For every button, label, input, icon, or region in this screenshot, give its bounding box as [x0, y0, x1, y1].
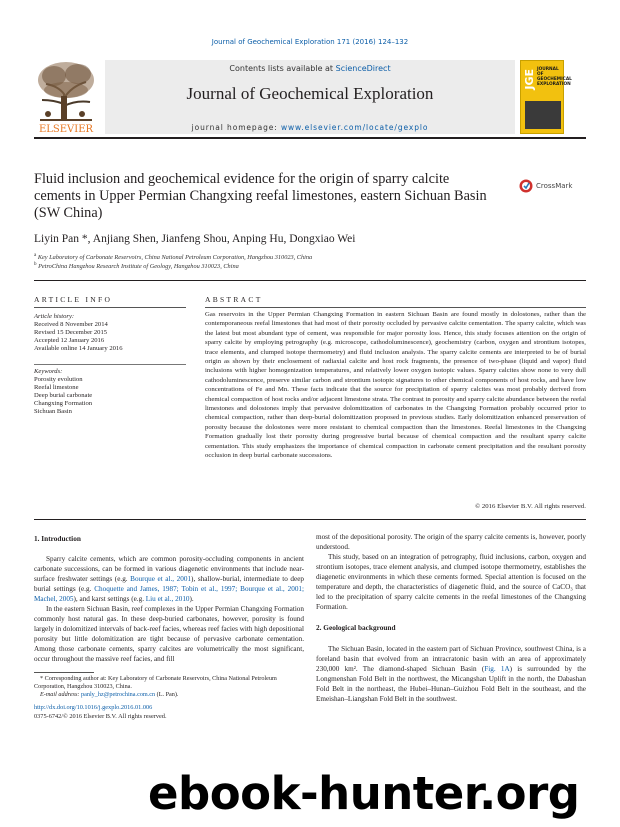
crossmark-icon: [519, 179, 533, 193]
journal-reference-link[interactable]: Journal of Geochemical Exploration 171 (2016) 124–132: [211, 38, 409, 46]
figure-link[interactable]: Fig. 1A: [484, 665, 510, 673]
keyword-item: Changxing Formation: [34, 400, 93, 407]
doi-link[interactable]: http://dx.doi.org/10.1016/j.gexplo.2016.01.006: [34, 704, 153, 711]
title-block-divider: [34, 280, 586, 281]
email-link[interactable]: panly_hz@petrochina.com.cn: [81, 691, 156, 698]
history-label: Article history:: [34, 313, 75, 320]
corresponding-footnote: * Corresponding author at: Key Laboratory of Carbonate Reservoirs, China National Petroleum Corporation, Hangzhou 310023, China.: [34, 675, 277, 690]
body-divider: [34, 519, 586, 520]
contents-line: [105, 64, 515, 73]
affiliation-text: Key Laboratory of Carbonate Reservoirs, China National Petroleum Corporation, Hangzhou 310023, China: [37, 254, 313, 262]
watermark-text: ebook-hunter.org: [148, 767, 580, 820]
header-divider: [34, 137, 586, 139]
keywords-label: Keywords:: [34, 368, 63, 375]
affiliation-a: [34, 253, 534, 261]
elsevier-logo: [34, 56, 98, 136]
email-footnote: E-mail address: panly_hz@petrochina.com.cn (L. Pan).: [40, 691, 179, 698]
email-label: E-mail address:: [40, 691, 82, 698]
keyword-item: Sichuan Basin: [34, 408, 72, 415]
cover-abbrev: JGE: [523, 69, 536, 90]
abstract-text: Gas reservoirs in the Upper Permian Changxing Formation in eastern Sichuan Basin are found mostly in dolostones, rather than the contemporaneous reefal limestones that had most of their porosity occluded by pervasive calcite cementation. The sparry calcite, which was the latest but most abundant type of cement, was responsible for major porosity loss. Hence, this study focuses attention on the origin of sparry calcite by employing petrography (e.g. microscope, cathodoluminescence), geochemistry (carbon, oxygen and strontium isotopes, trace elements, and clumped isotope thermometry) and fluid inclusion analysis. The sparry calcite cements are interpreted to be of burial origin as shown by their enclosement of radiaxial calcite and host rock fragments, the presence of two-phase (liquid and vapor) fluid inclusions with higher homogenization temperatures, and relatively lower oxygen isotopic values. Sparry calcites show none to very dull cathodoluminescence, preserve similar carbon and strontium isotopic signatures to other chemical components of host rocks, and have low concentrations of Fe and Mn. These facts indicate that the source for precipitation of sparry calcites was most probably derived from chemical compaction of host rocks and/or adjacent limestone strata. The contrast in porosity and sparry calcite abundance between the reefal limestones and dolostones imply that pervasive dolomitization of carbonates in the Changxing Formation probably occurred prior to chemical compaction, rather than deep-burial dolomitization proposed in previous studies. Early dolomitization enhanced preservation of porosity because the dolostones were more resistant to chemical compaction than the limestones. Reefal limestones in the Changxing Formation gradually lost their porosity during progressive burial because of chemical compaction and the resultant sparry calcite cementation. This study emphasizes the importance of chemical compaction in carbonate cement precipitation and the resultant porosity occlusion in deep burial carbonate successions.: [205, 311, 586, 460]
author-list: Liyin Pan *, Anjiang Shen, Jianfeng Shou, Anping Hu, Dongxiao Wei: [34, 233, 356, 245]
keyword-item: Deep burial carbonate: [34, 392, 93, 399]
history-accepted: Accepted 12 January 2016: [34, 337, 105, 344]
affiliation-b: [34, 262, 534, 270]
abstract-rule: [205, 307, 586, 308]
issn-line: 0375-6742/© 2016 Elsevier B.V. All rights reserved.: [34, 713, 167, 720]
keywords-rule: [34, 364, 186, 365]
right-paragraph-2: This study, based on an integration of petrography, fluid inclusions, carbon, oxygen and strontium isotopes, trace element analysis, and clumped isotope thermometry, establishes the diagenetic environments in which these cements formed. Special attention is focused on the temperature and depth, the characteristics of diagenetic fluid, and the source of CaCO₃ that led to the precipitation of sparry calcite cements in the reefal limestones of the Changxing Formation.: [316, 553, 586, 611]
elsevier-tree-icon: [34, 56, 98, 136]
left-column: [34, 534, 304, 664]
keyword-item: Porosity evolution: [34, 376, 83, 383]
abstract-copyright: © 2016 Elsevier B.V. All rights reserved.: [475, 503, 586, 510]
cover-title: JOURNAL OF GEOCHEMICAL EXPLORATION: [537, 67, 572, 87]
abstract-heading: ABSTRACT: [205, 295, 263, 304]
affiliation-text: PetroChina Hangzhou Research Institute of Geology, Hangzhou 310023, China: [38, 263, 239, 271]
journal-cover: [520, 60, 572, 134]
history-online: Available online 14 January 2016: [34, 345, 123, 352]
crossmark-label: CrossMark: [536, 182, 573, 190]
history-revised: Revised 15 December 2015: [34, 329, 108, 336]
intro-heading: 1. Introduction: [34, 534, 81, 543]
elsevier-wordmark: ELSEVIER: [38, 124, 94, 135]
article-info-rule: [34, 307, 186, 308]
right-column: [316, 532, 586, 704]
article-title: Fluid inclusion and geochemical evidence for the origin of sparry calcite cements in Upper Permian Changxing reefal limestones, eastern Sichuan Basin (SW China): [34, 171, 487, 221]
intro-paragraph-2: In the eastern Sichuan Basin, reef complexes in the Upper Permian Changxing Formation commonly host natural gas. In these deep-buried carbonates, however, porosity is found largely in dolomitized intervals of back-reef facies, whereas reef facies with high depositional porosity but little dolomitization are tight because of pervasive carbonate cementation. Among those carbonate cements, sparry calcites are volumetrically the most significant, occur throughout the massive reef facies, and fill: [34, 605, 304, 663]
journal-title: Journal of Geochemical Exploration: [186, 84, 434, 103]
homepage-prefix: journal homepage:: [191, 123, 281, 132]
sciencedirect-link[interactable]: ScienceDirect: [335, 64, 391, 73]
citation-link[interactable]: Bourque et al., 2001: [130, 575, 192, 583]
cover-image: [525, 101, 561, 129]
geo-heading: 2. Geological background: [316, 623, 396, 632]
footnote-rule: [34, 672, 94, 673]
right-paragraph-1: most of the depositional porosity. The origin of the sparry calcite cements is, however, poorly understood.: [316, 533, 586, 551]
geo-paragraph-1: The Sichuan Basin, located in the eastern part of Sichuan Province, southwest China, is a foreland basin that evolved from an intracratonic basin with an area of approximately 230,000 km². The diamond-shaped Sichuan Basin (Fig. 1A) is surrounded by the Longmenshan Fold Belt in the northwest, the Micangshan Uplift in the north, the Dabashan Fold Belt in the northeast, the Hubei–Hunan–Guizhou Fold Belt in the southeast, and the Emeishan–Liangshan Fold Belt in the southwest.: [316, 645, 587, 703]
journal-homepage: [105, 123, 515, 132]
intro-paragraph-1: Sparry calcite cements, which are common porosity-occluding components in ancient carbonate successions, can be formed in various diagenetic environments that include near-surface freshwater settings (e.g. Bourque et al., 2001), shallow-burial, intermediate to deep burial settings (e.g. Choquette and James, 1987; Tobin et al., 1997; Bourque et al., 2001; Machel, 2005), and karst settings (e.g. Liu et al., 2010).: [34, 555, 305, 603]
affiliation-mark: b: [34, 262, 37, 267]
history-received: Received 8 November 2014: [34, 321, 108, 328]
citation-link[interactable]: Liu et al., 2010: [145, 595, 190, 603]
contents-prefix: Contents lists available at: [229, 64, 336, 73]
homepage-link[interactable]: www.elsevier.com/locate/gexplo: [280, 123, 429, 132]
keyword-item: Reefal limestone: [34, 384, 79, 391]
article-info-heading: ARTICLE INFO: [34, 295, 113, 304]
citation-link[interactable]: Choquette and James, 1987; Tobin et al., 1997; Bourque et al., 2001; Machel, 2005: [34, 585, 305, 603]
affiliation-mark: a: [34, 253, 37, 258]
crossmark-badge[interactable]: [519, 179, 589, 195]
